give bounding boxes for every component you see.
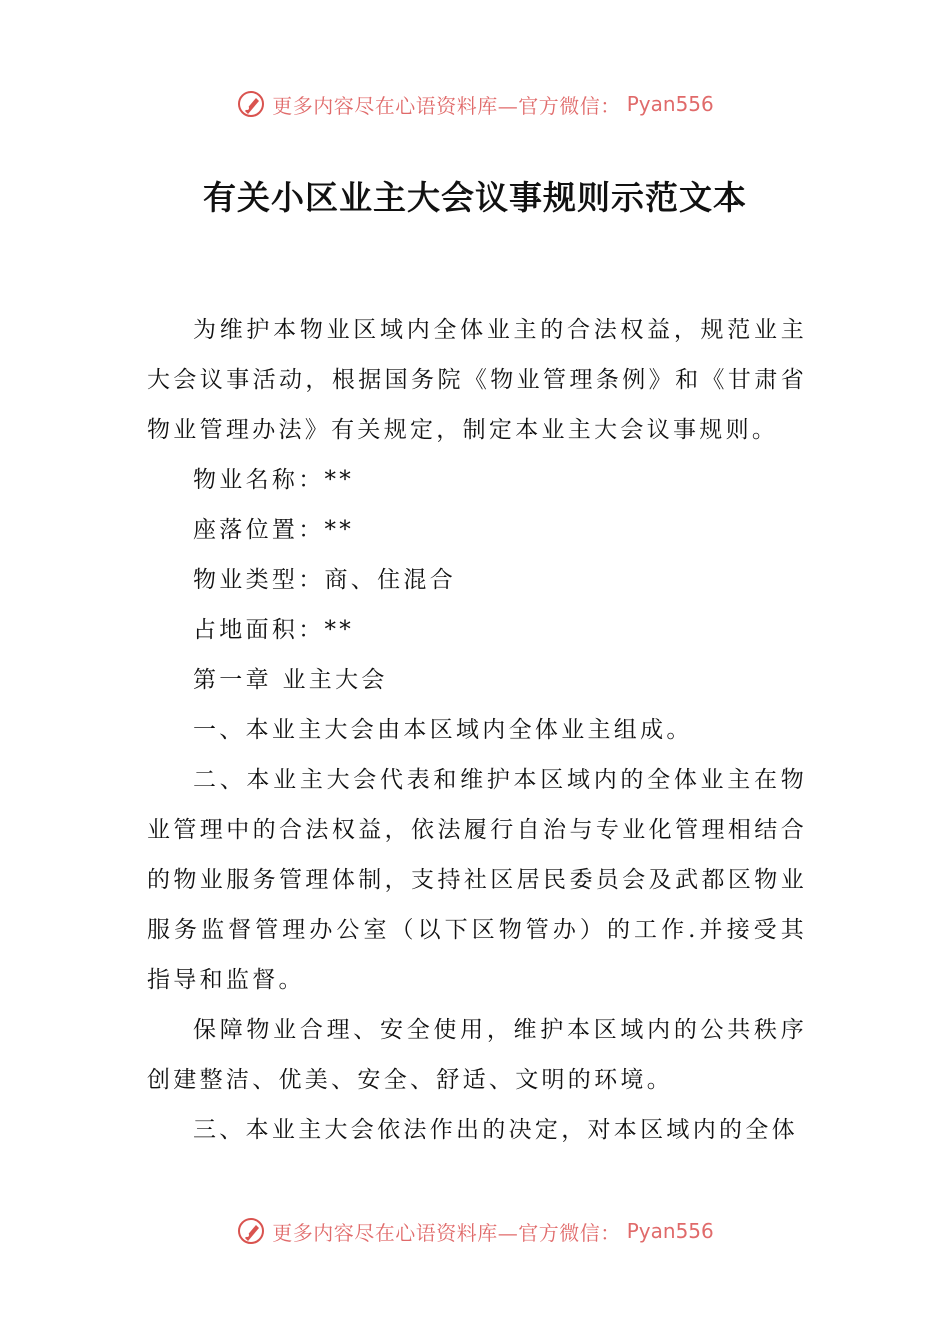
paragraph: 为维护本物业区域内全体业主的合法权益，规范业主大会议事活动，根据国务院《物业管理条例》和《甘肃省物业管理办法》有关规定，制定本业主大会议事规则。 (147, 317, 807, 443)
pen-nib-logo-icon (236, 89, 266, 119)
footer-watermark (0, 1211, 950, 1251)
header-watermark (0, 84, 950, 124)
paragraph: 占地面积：** (193, 617, 355, 643)
paragraph: 一、本业主大会由本区域内全体业主组成。 (193, 717, 693, 743)
pen-nib-logo-icon (236, 1216, 266, 1246)
watermark-text: 更多内容尽在心语资料库—官方微信： (272, 1220, 621, 1245)
document-body (147, 305, 807, 1155)
watermark-text: 更多内容尽在心语资料库—官方微信： (272, 93, 621, 118)
paragraph: 保障物业合理、安全使用，维护本区域内的公共秩序创建整洁、优美、安全、舒适、文明的环境。 (147, 1017, 807, 1093)
paragraph: 三、本业主大会依法作出的决定，对本区域内的全体 (193, 1117, 798, 1143)
page-title: 有关小区业主大会议事规则示范文本 (203, 178, 747, 217)
paragraph: 物业类型：商、住混合 (193, 567, 456, 593)
paragraph: 座落位置：** (193, 517, 355, 543)
chapter-heading: 第一章 业主大会 (193, 667, 388, 693)
paragraph: 物业名称：** (193, 467, 355, 493)
watermark-id: Pyan556 (626, 1219, 714, 1243)
paragraph: 二、本业主大会代表和维护本区域内的全体业主在物业管理中的合法权益，依法履行自治与专业化管理相结合的物业服务管理体制，支持社区居民委员会及武都区物业服务监督管理办公室（以下区物管办）的工作.并接受其指导和监督。 (147, 767, 807, 993)
watermark-id: Pyan556 (626, 92, 714, 116)
